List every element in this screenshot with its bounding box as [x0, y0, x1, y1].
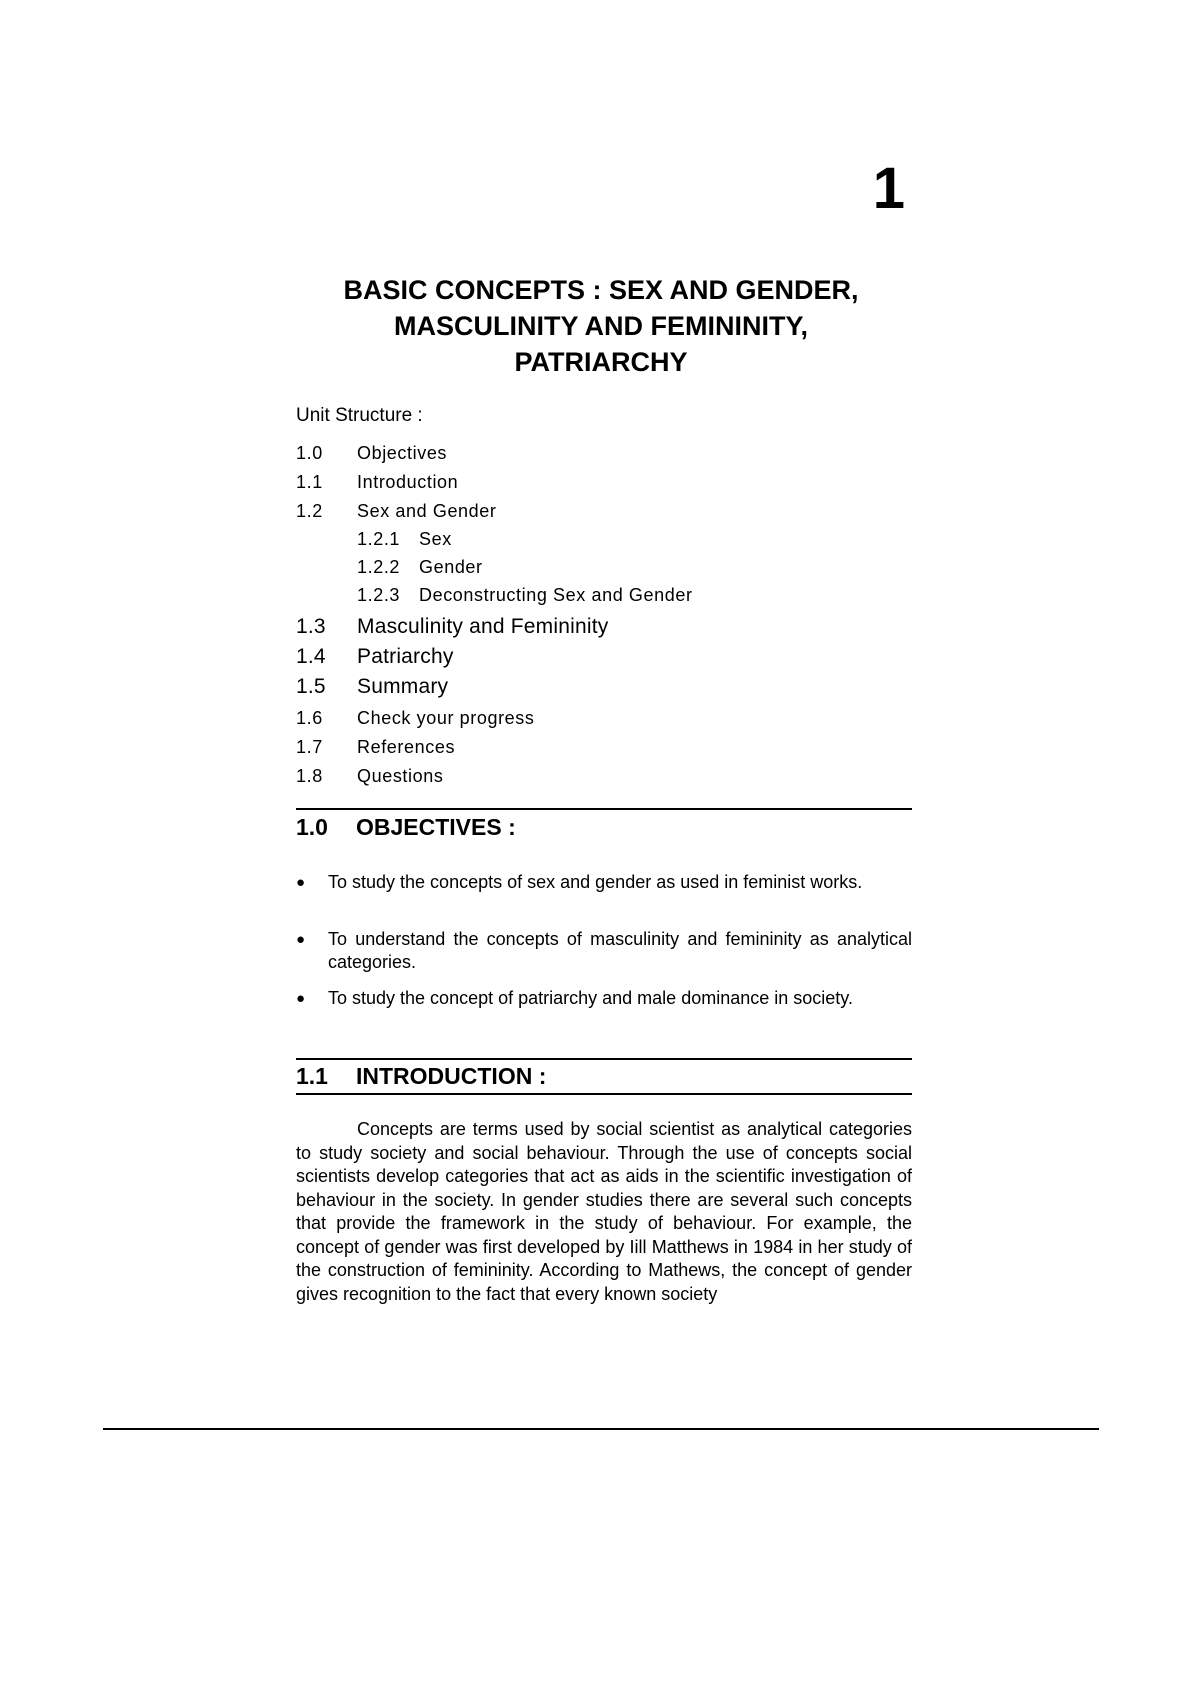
bullet-icon: ● — [296, 931, 306, 948]
toc-item-label: Deconstructing Sex and Gender — [419, 585, 693, 605]
section-title: OBJECTIVES : — [356, 814, 516, 840]
objective-text: To study the concept of patriarchy and male dominance in society. — [328, 988, 853, 1008]
section-number: 1.0 — [296, 814, 328, 840]
toc-item — [296, 762, 443, 790]
chapter-title-line: PATRIARCHY — [514, 347, 688, 377]
toc-item-label: Gender — [419, 557, 483, 577]
toc-subitem — [357, 525, 452, 553]
toc-item-label: Patriarchy — [357, 645, 454, 668]
chapter-title-line: BASIC CONCEPTS : SEX AND GENDER, — [343, 275, 859, 305]
toc-item-number: 1.2.2 — [357, 557, 401, 577]
toc-item-label: Questions — [357, 766, 444, 786]
unit-structure-label: Unit Structure : — [296, 405, 423, 426]
toc-item-number: 1.3 — [296, 615, 326, 638]
chapter-title — [296, 272, 906, 380]
bullet-icon: ● — [296, 990, 306, 1007]
bullet-icon: ● — [296, 874, 306, 891]
toc-item — [296, 468, 458, 496]
toc-subitem — [357, 581, 693, 609]
toc-item-number: 1.5 — [296, 675, 326, 698]
objective-bullet — [296, 928, 912, 974]
toc-item — [296, 613, 608, 641]
objective-text: To study the concepts of sex and gender as used in feminist works. — [328, 872, 863, 892]
objectives-heading — [296, 812, 516, 842]
toc-item-number: 1.6 — [296, 708, 323, 728]
chapter-title-line: MASCULINITY AND FEMININITY, — [393, 311, 808, 341]
toc-item-label: Summary — [357, 675, 449, 698]
toc-item-label: Sex — [419, 529, 452, 549]
toc-item-number: 1.2.3 — [357, 585, 401, 605]
toc-item — [296, 497, 497, 525]
objective-bullet — [296, 871, 912, 894]
toc-item — [296, 643, 454, 671]
section-title: INTRODUCTION : — [356, 1063, 547, 1089]
toc-item — [296, 733, 455, 761]
introduction-heading — [296, 1061, 546, 1091]
toc-subitem — [357, 553, 483, 581]
toc-item-number: 1.0 — [296, 443, 323, 463]
toc-item-number: 1.2.1 — [357, 529, 401, 549]
toc-item — [296, 673, 448, 701]
toc-item-label: Sex and Gender — [357, 501, 497, 521]
page-number: 1 — [872, 156, 905, 221]
toc-item-number: 1.8 — [296, 766, 323, 786]
toc-item-number: 1.2 — [296, 501, 323, 521]
objective-bullet — [296, 987, 912, 1010]
toc-item — [296, 704, 534, 732]
section-rule — [296, 1093, 912, 1095]
objective-text: To understand the concepts of masculinity and femininity as analytical categories. — [328, 929, 912, 972]
introduction-paragraph: Concepts are terms used by social scientist as analytical categories to study society and social behaviour. Through the use of concepts social scientists develop categories that act as aids in the scientific investigation of behaviour in the society. In gender studies there are several such concepts that provide the framework in the study of behaviour. For example, the concept of gender was first developed by Iill Matthews in 1984 in her study of the construction of femininity. According to Mathews, the concept of gender gives recognition to the fact that every known society — [296, 1119, 912, 1304]
toc-item-number: 1.7 — [296, 737, 323, 757]
section-rule — [296, 808, 912, 810]
toc-item-label: Objectives — [357, 443, 448, 463]
section-number: 1.1 — [296, 1063, 328, 1089]
toc-item-label: Check your progress — [357, 708, 535, 728]
toc-item-number: 1.4 — [296, 645, 326, 668]
toc-item-number: 1.1 — [296, 472, 323, 492]
toc-item-label: References — [357, 737, 456, 757]
toc-item-label: Introduction — [357, 472, 459, 492]
toc-item — [296, 439, 447, 467]
toc-item-label: Masculinity and Femininity — [357, 615, 609, 638]
page-footer-rule — [103, 1428, 1099, 1430]
section-rule — [296, 1058, 912, 1060]
